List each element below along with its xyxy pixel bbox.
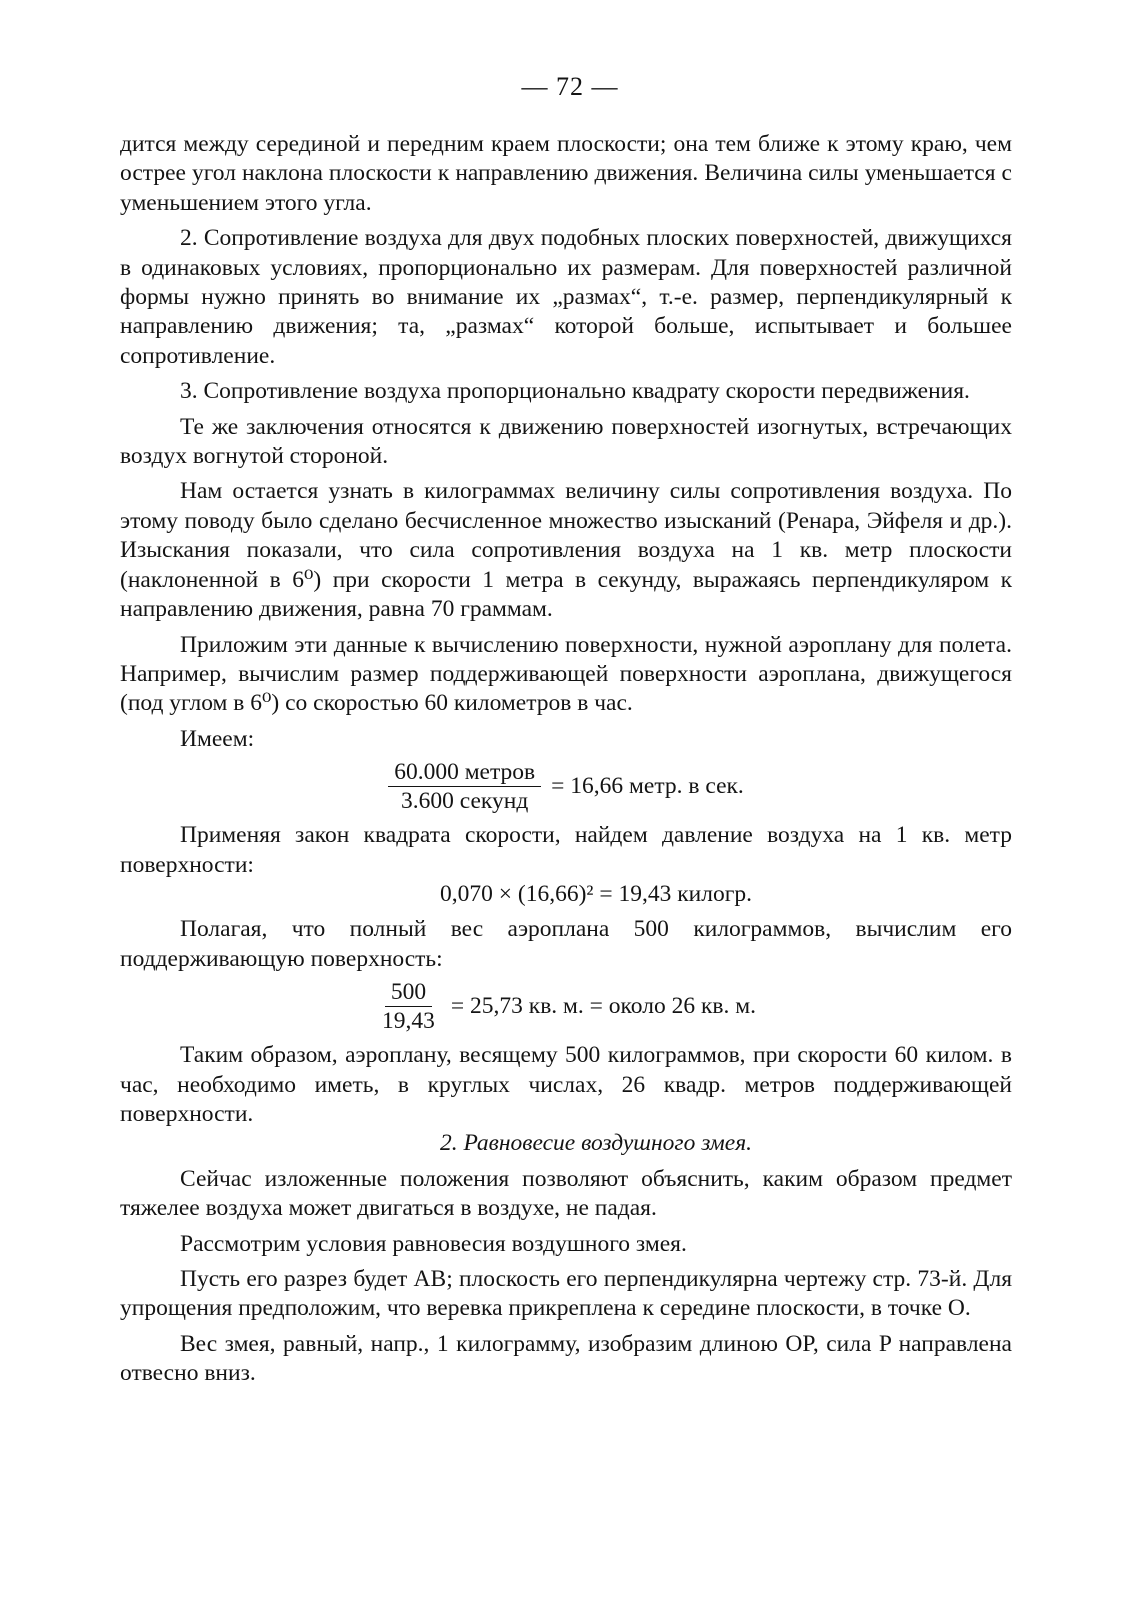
body-text bbox=[120, 130, 1012, 1389]
section-heading: 2. Равновесие воздушного змея. bbox=[439, 1130, 753, 1157]
formula-result: = 25,73 кв. м. = около 26 кв. м. bbox=[450, 992, 756, 1019]
paragraph: Нам остается узнать в килограммах величину силы сопротивления воздуха. По этому поводу было сделано бесчисленное множество изысканий (Ренара, Эйфеля и др.). Изыскания показали, что сила сопротивления воздуха на 1 кв. метр плоскости (наклоненной в 6⁰) при скорости 1 метра в секунду, выражаясь перпендикуляром к направлению движения, равна 70 граммам. bbox=[120, 478, 1012, 623]
page-number: — 72 — bbox=[521, 72, 619, 101]
paragraph: Имеем: bbox=[180, 725, 255, 752]
paragraph: Полагая, что полный вес аэроплана 500 килограммов, вычислим его поддерживающую поверхность: bbox=[120, 916, 1012, 972]
formula-speed bbox=[120, 758, 1012, 815]
paragraph: Рассмотрим условия равновесия воздушного змея. bbox=[180, 1230, 687, 1257]
formula-pressure: 0,070 × (16,66)² = 19,43 килогр. bbox=[440, 880, 752, 907]
formula-surface bbox=[120, 978, 1012, 1035]
fraction-numerator: 60.000 метров bbox=[388, 758, 541, 787]
fraction-denominator: 3.600 секунд bbox=[401, 788, 529, 815]
paragraph: Сейчас изложенные положения позволяют объяснить, каким образом предмет тяжелее воздуха может двигаться в воздухе, не падая. bbox=[120, 1165, 1012, 1222]
formula-result: = 16,66 метр. в сек. bbox=[551, 772, 744, 799]
paragraph: Таким образом, аэроплану, весящему 500 килограммов, при скорости 60 килом. в час, необходимо иметь, в круглых числах, 26 квадр. метров поддерживающей поверхности. bbox=[120, 1042, 1012, 1127]
paragraph: 3. Сопротивление воздуха пропорционально квадрату скорости передвижения. bbox=[180, 378, 970, 405]
fraction-denominator: 19,43 bbox=[382, 1008, 435, 1035]
paragraph: Применяя закон квадрата скорости, найдем давление воздуха на 1 кв. метр поверхности: bbox=[120, 822, 1012, 878]
paragraph: дится между серединой и передним краем плоскости; она тем ближе к этому краю, чем острее угол наклона плоскости к направлению движения. Величина силы уменьшается с уменьшением этого угла. bbox=[120, 131, 1012, 216]
paragraph: Те же заключения относятся к движению поверхностей изогнутых, встречающих воздух вогнутой стороной. bbox=[120, 413, 1012, 470]
fraction bbox=[388, 758, 541, 815]
paragraph: 2. Сопротивление воздуха для двух подобных плоских поверхностей, движущихся в одинаковых условиях, пропорционально их размерам. Для поверхностей различной формы нужно принять во внимание их „размах“, т.-е. размер, перпендикулярный к направлению движения; та, „размах“ которой больше, испытывает и большее сопротивление. bbox=[120, 225, 1012, 369]
paragraph: Приложим эти данные к вычислению поверхности, нужной аэроплану для полета. Например, вычислим размер поддерживающей поверхности аэроплана, движущегося (под углом в 6⁰) со скоростью 60 километров в час. bbox=[120, 631, 1012, 717]
paragraph: Вес змея, равный, напр., 1 килограмму, изобразим длиною OP, сила P направлена отвесно вниз. bbox=[120, 1330, 1012, 1387]
fraction bbox=[376, 978, 441, 1035]
paragraph: Пусть его разрез будет AB; плоскость его перпендикулярна чертежу стр. 73-й. Для упрощения предположим, что веревка прикреплена к середине плоскости, в точке O. bbox=[120, 1266, 1012, 1322]
fraction-numerator: 500 bbox=[385, 978, 432, 1007]
